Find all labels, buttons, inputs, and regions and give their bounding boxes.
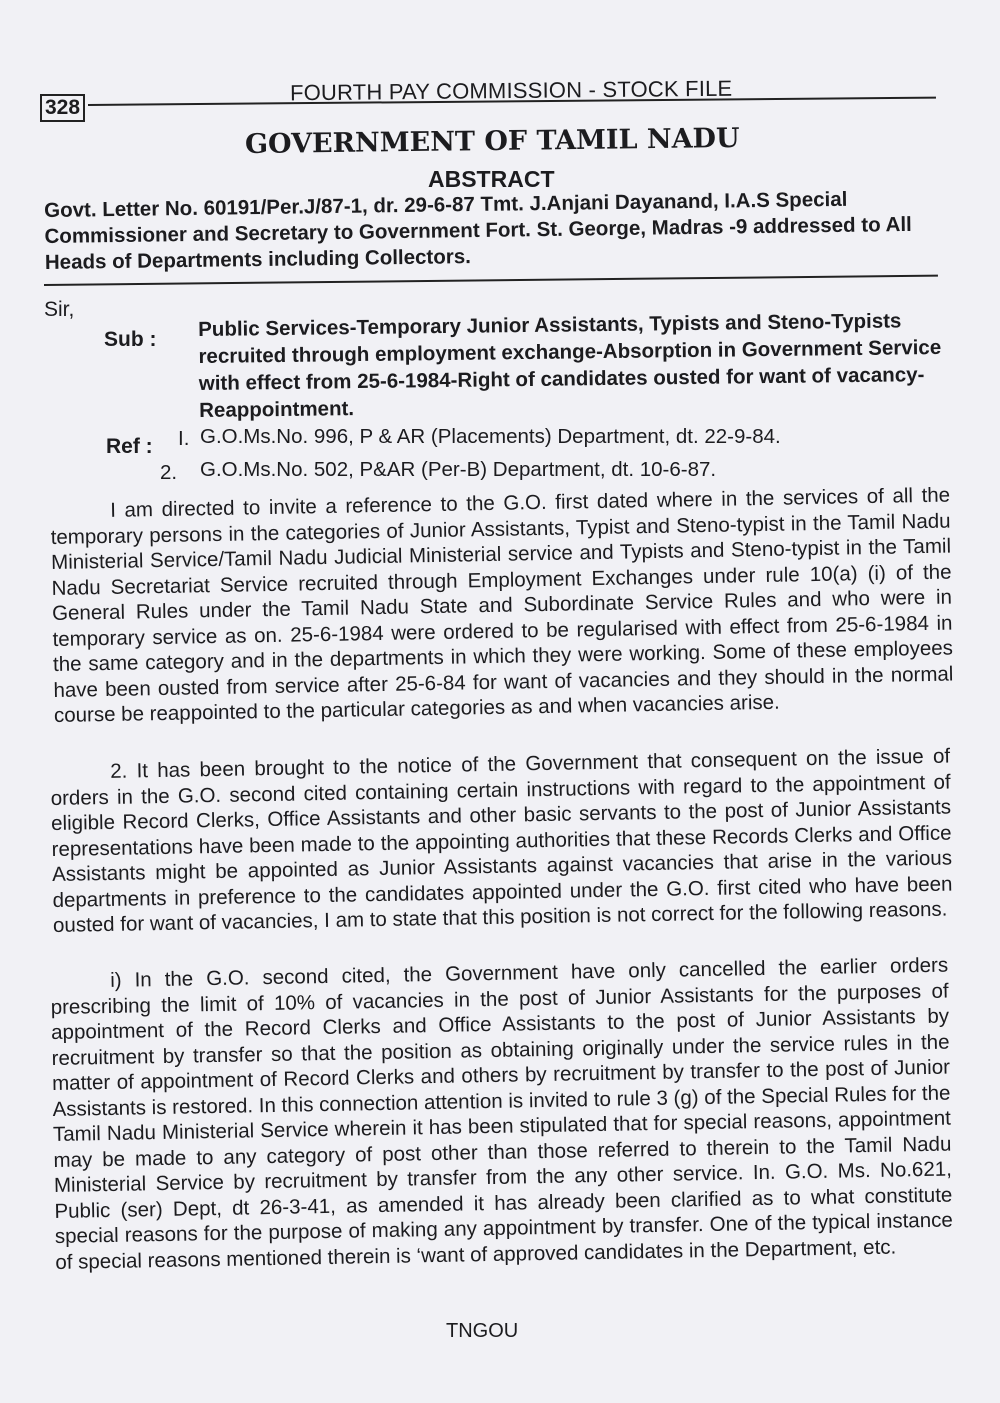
page-number: 328 <box>40 94 85 122</box>
letter-rule <box>44 275 938 286</box>
paragraph-2-text: 2. It has been brought to the notice of the Government that consequent on the issue of orders in the G.O. second cited containing certain instructions with regard to the appointment of eligible Record Clerks, Office Assistants and other basic servants to the post of Junior Assistants representations have been made to the appointing authorities that these Records Clerks and Office Assistants might be appointed as Junior Assistants against vacancies that arise in the various departments in preference to the candidates appointed under the G.O. first cited who have been ousted for want of vacancies, I am to state that this position is not correct for the following reasons. <box>50 744 953 937</box>
subject-label: Sub : <box>104 328 157 351</box>
subject-text: Public Services-Temporary Junior Assistants, Typists and Steno-Typists recruited through employment exchange-Absorption in Government Service with effect from 25-6-1984-Right of candidates ousted for want of vacancy-Reappointment. <box>198 309 942 422</box>
reference-2-text: G.O.Ms.No. 502, P&AR (Per-B) Department, dt. 10-6-87. <box>200 458 717 481</box>
paragraph-3-text: i) In the G.O. second cited, the Government have only cancelled the earlier orders prescribing the limit of 10% of vacancies in the post of Junior Assistants for the purposes of appointment of the Record Clerks and Office Assistants to the post of Junior Assistants by recruitment by transfer so that the position as obtaining originally under the service rules in the matter of appointment of Record Clerks and others by recruitment by transfer to the post of Junior Assistants is restored. In this connection attention is invited to rule 3 (g) of the Special Rules for the Tamil Nadu Ministerial Service wherein it has been stipulated that for special reasons, appointment may be made to any category of post other than those referred to therein to the Tamil Nadu Ministerial Service by recruitment by transfer from the any other service. In. G.O. Ms. No.621, Public (ser) Dept, dt 26-3-41, as amended it has already been clarified as to what constitute special reasons for the purpose of making any appointment by transfer. One of the typical instance of special reasons mentioned therein is ‘want of approved candidates in the Department, etc. <box>50 953 953 1274</box>
footer-watermark: TNGOU <box>446 1320 519 1342</box>
paragraph-1-text: I am directed to invite a reference to the G.O. first dated where in the services of all the temporary persons in the categories of Junior Assistants, Typist and Steno-typist in the Tamil Nadu Ministerial Service/Tamil Nadu Judicial Ministerial service and Typists and Steno-typist in the Tamil Nadu Secretariat Service recruited through Employment Exchanges under rule 10(a) (i) of the General Rules under the Tamil Nadu State and Subordinate Service Rules and who were in temporary service as on. 25-6-1984 were ordered to be regularised with effect from 25-6-1984 in the same category and in the departments in which they were working. Some of these employees have been ousted from service after 25-6-84 for want of vacancies and they should in the normal course be reappointed to the particular categories as and when vacancies arise. <box>50 483 954 727</box>
paragraph-2 <box>50 744 953 939</box>
letter-reference: Govt. Letter No. 60191/Per.J/87-1, dr. 29-6-87 Tmt. J.Anjani Dayanand, I.A.S Special Commissioner and Secretary to Government Fort. St. George, Madras -9 addressed to All Heads of Departments including Collectors. <box>44 187 912 274</box>
abstract-heading: ABSTRACT <box>428 166 555 192</box>
reference-1-text: G.O.Ms.No. 996, P & AR (Placements) Department, dt. 22-9-84. <box>200 425 781 448</box>
reference-1-number: I. <box>178 427 190 450</box>
paragraph-1 <box>50 483 954 729</box>
reference-label: Ref : <box>106 435 153 458</box>
paragraph-3 <box>50 953 953 1275</box>
reference-2-number: 2. <box>160 461 178 484</box>
salutation: Sir, <box>44 298 75 321</box>
document-title: GOVERNMENT OF TAMIL NADU <box>244 122 740 161</box>
running-header: FOURTH PAY COMMISSION - STOCK FILE <box>289 75 733 106</box>
